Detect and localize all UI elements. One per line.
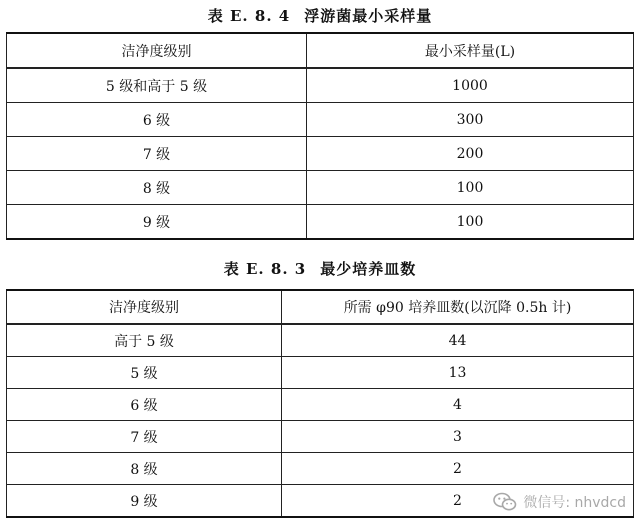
- table1-caption: [0, 5, 640, 26]
- watermark-text: 微信号: nhvdcd: [523, 495, 626, 511]
- table1-header-volume: 最小采样量(L): [307, 33, 634, 68]
- table2-caption-text: 最少培养皿数: [320, 260, 417, 278]
- table2-header-dishes: 所需 φ90 培养皿数(以沉降 0.5h 计): [282, 290, 634, 324]
- table2-cell-dishes: 4: [282, 389, 634, 421]
- table1-cell-level: 8 级: [7, 171, 307, 205]
- table1-cell-level: 6 级: [7, 103, 307, 137]
- table1-cell-volume: 100: [307, 171, 634, 205]
- table2-caption: [0, 258, 640, 279]
- table2-cell-dishes: 2: [282, 485, 634, 518]
- table1-caption-number: 表 E. 8. 4: [207, 7, 291, 25]
- table1-cell-volume: 300: [307, 103, 634, 137]
- table-row: [7, 453, 634, 485]
- table2-cell-dishes: 13: [282, 357, 634, 389]
- table2-caption-number: 表 E. 8. 3: [223, 260, 307, 278]
- table-row: [7, 324, 634, 357]
- table2-cell-level: 高于 5 级: [7, 324, 282, 357]
- table2-cell-dishes: 2: [282, 453, 634, 485]
- table2-cell-level: 6 级: [7, 389, 282, 421]
- table1-cell-level: 7 级: [7, 137, 307, 171]
- table-row: [7, 68, 634, 103]
- table1-caption-text: 浮游菌最小采样量: [304, 7, 433, 25]
- table-row: [7, 357, 634, 389]
- wechat-icon: [493, 492, 517, 512]
- table1-cell-volume: 200: [307, 137, 634, 171]
- table2-cell-level: 7 级: [7, 421, 282, 453]
- table2-cell-level: 9 级: [7, 485, 282, 518]
- table-row: [7, 171, 634, 205]
- table2-header-level: 洁净度级别: [7, 290, 282, 324]
- table-row: [7, 205, 634, 240]
- table2-header-row: [7, 290, 634, 324]
- table1: [6, 32, 634, 240]
- table2-cell-level: 8 级: [7, 453, 282, 485]
- table1-cell-level: 5 级和高于 5 级: [7, 68, 307, 103]
- table1-cell-volume: 100: [307, 205, 634, 240]
- watermark: [493, 492, 626, 512]
- table2-cell-dishes: 3: [282, 421, 634, 453]
- table-row: [7, 103, 634, 137]
- table-row: [7, 389, 634, 421]
- table-row: [7, 137, 634, 171]
- table1-cell-volume: 1000: [307, 68, 634, 103]
- table1-header-row: [7, 33, 634, 68]
- table1-cell-level: 9 级: [7, 205, 307, 240]
- table2-cell-dishes: 44: [282, 324, 634, 357]
- table2-cell-level: 5 级: [7, 357, 282, 389]
- table2: [6, 289, 634, 518]
- table1-header-level: 洁净度级别: [7, 33, 307, 68]
- table-row: [7, 421, 634, 453]
